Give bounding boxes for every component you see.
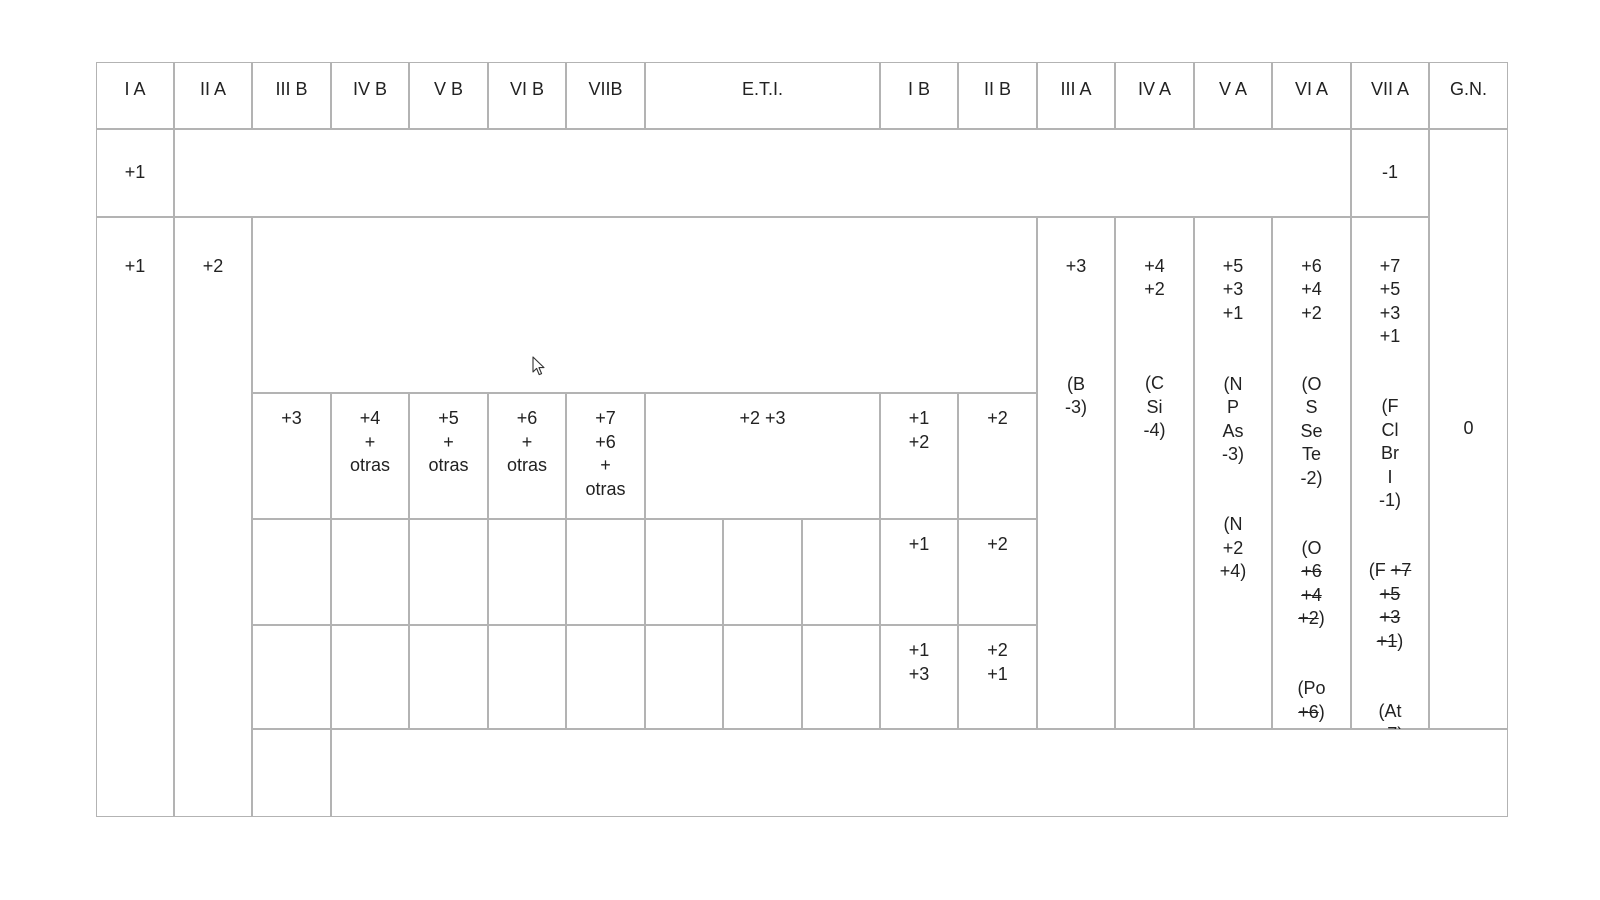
transition-viib-cell	[566, 393, 645, 519]
oxidation-states: +3	[1065, 255, 1087, 276]
row1-empty-span	[174, 129, 1351, 217]
header-label: VIIB	[588, 79, 623, 99]
oxidation-states: +6 +4 +2	[1301, 255, 1322, 323]
element-note-nitrogen: (N +2 +4)	[1219, 514, 1247, 581]
rowd-empty-cell	[723, 519, 802, 625]
element-note: (N P As -3)	[1222, 373, 1244, 464]
rowd-empty-cell	[252, 519, 331, 625]
rowd-empty-cell	[331, 519, 409, 625]
row1-viia-cell	[1351, 129, 1429, 217]
rowd-empty-cell	[802, 519, 880, 625]
va-cell	[1194, 217, 1272, 729]
header-label: V A	[1218, 79, 1248, 99]
bottom-empty-span	[331, 729, 1508, 817]
header-label: I B	[907, 79, 930, 99]
rowe-empty-cell	[488, 625, 566, 729]
header-label: III B	[275, 79, 308, 99]
header-label: I A	[124, 79, 146, 99]
rowe-empty-cell	[723, 625, 802, 729]
header-label: VII A	[1370, 79, 1410, 99]
oxidation-state: -1	[1381, 162, 1398, 183]
transition-ivb-cell	[331, 393, 409, 519]
oxidation-states: +2	[987, 408, 1008, 428]
row2-empty-span	[252, 217, 1037, 393]
transition-iiib-cell	[252, 393, 331, 519]
rowe-ib-cell	[880, 625, 958, 729]
transition-vib-cell	[488, 393, 566, 519]
rowd-empty-cell	[645, 519, 723, 625]
mouse-cursor-icon	[532, 356, 546, 376]
header-label: G.N.	[1449, 79, 1487, 99]
oxidation-states: +7 +5 +3 +1	[1379, 255, 1401, 346]
oxidation-states: +2 +3	[739, 408, 786, 428]
header-iiib	[252, 62, 331, 129]
element-note: (B -3)	[1065, 373, 1087, 417]
via-cell	[1272, 217, 1351, 729]
header-ia	[96, 62, 174, 129]
oxidation-states: +2 +1	[987, 640, 1008, 684]
viia-cell	[1351, 217, 1429, 729]
oxidation-states: +3	[281, 408, 302, 428]
element-note: (F Cl Br I -1)	[1379, 396, 1401, 510]
element-note: (C Si -4)	[1143, 373, 1166, 440]
rowd-empty-cell	[488, 519, 566, 625]
oxidation-state: +1	[124, 256, 146, 276]
row2-ia-cell	[96, 217, 174, 817]
oxidation-states: +5 + otras	[428, 408, 469, 475]
row2-iia-cell	[174, 217, 252, 817]
header-vb	[409, 62, 488, 129]
oxidation-states: +1 +3	[908, 640, 930, 684]
rowd-empty-cell	[409, 519, 488, 625]
header-va	[1194, 62, 1272, 129]
header-label: IV A	[1137, 79, 1172, 99]
header-vib	[488, 62, 566, 129]
header-ib	[880, 62, 958, 129]
bottom-iiib-cell	[252, 729, 331, 817]
oxidation-states: +1 +2	[908, 408, 930, 452]
rowe-empty-cell	[645, 625, 723, 729]
rowe-empty-cell	[331, 625, 409, 729]
header-iia	[174, 62, 252, 129]
oxidation-states: +2	[987, 534, 1008, 554]
header-iib	[958, 62, 1037, 129]
oxidation-states: +7 +6 + otras	[585, 408, 626, 499]
header-via	[1272, 62, 1351, 129]
noble-gas-state: 0	[1463, 418, 1474, 439]
header-label: III A	[1060, 79, 1092, 99]
transition-vb-cell	[409, 393, 488, 519]
element-note: (O S Se Te -2)	[1300, 373, 1323, 488]
rowe-empty-cell	[252, 625, 331, 729]
oxidation-states: +6 + otras	[506, 408, 548, 475]
oxidation-states: +4 + otras	[349, 408, 391, 475]
header-iva	[1115, 62, 1194, 129]
oxidation-states: +1	[908, 534, 930, 554]
header-eti	[645, 62, 880, 129]
transition-eti-cell	[645, 393, 880, 519]
oxidation-state: +1	[124, 162, 146, 183]
header-label: II B	[983, 79, 1011, 99]
transition-ib-cell	[880, 393, 958, 519]
transition-iib-cell	[958, 393, 1037, 519]
row1-ia-cell	[96, 129, 174, 217]
header-label: VI A	[1294, 79, 1329, 99]
header-gn	[1429, 62, 1508, 129]
rowe-empty-cell	[566, 625, 645, 729]
rowe-empty-cell	[409, 625, 488, 729]
oxidation-states: +4 +2	[1144, 255, 1165, 299]
oxygen-note: (O +6 +4 +2)	[1298, 537, 1325, 628]
polonium-note: (Po +6)	[1297, 678, 1326, 722]
rowe-empty-cell	[802, 625, 880, 729]
header-label: E.T.I.	[741, 79, 783, 99]
header-label: IV B	[352, 79, 387, 99]
header-viib	[566, 62, 645, 129]
header-viia	[1351, 62, 1429, 129]
header-label: II A	[199, 79, 226, 99]
header-iiia	[1037, 62, 1115, 129]
rowe-iib-cell	[958, 625, 1037, 729]
header-label: V B	[433, 79, 463, 99]
iva-cell	[1115, 217, 1194, 729]
header-ivb	[331, 62, 409, 129]
gn-cell	[1429, 129, 1508, 729]
astatine-note: (At	[1378, 700, 1402, 721]
header-label: VI B	[509, 79, 544, 99]
rowd-ib-cell	[880, 519, 958, 625]
rowd-empty-cell	[566, 519, 645, 625]
fluorine-note: (F +7 +5 +3 +1)	[1368, 560, 1412, 651]
rowd-iib-cell	[958, 519, 1037, 625]
oxidation-states: +5 +3 +1	[1222, 255, 1244, 323]
iiia-cell	[1037, 217, 1115, 729]
oxidation-state: +2	[202, 256, 224, 276]
